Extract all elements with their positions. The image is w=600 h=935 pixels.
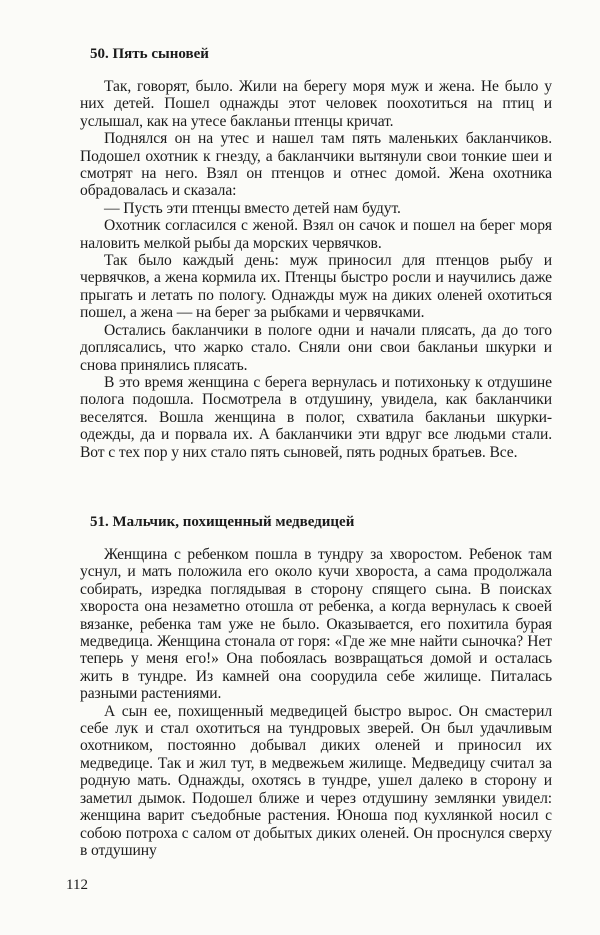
paragraph: — Пусть эти птенцы вместо детей нам будут. [104,199,401,217]
paragraph: Охотник согласился с женой. Взял он сачок и пошел на берег моря наловить мелкой рыбы да морских червячков. [80,217,552,252]
paragraph: Остались бакланчики в пологе одни и начали плясать, да до того доплясались, что жарко стало. Сняли они свои бакланьи шкурки и снова принялись плясать. [80,321,552,374]
paragraph: Женщина с ребенком пошла в тундру за хворостом. Ребенок там уснул, и мать положила его около кучи хвороста, а сама продолжала собирать, изредка поглядывая в сторону спящего сына. В поисках хвороста она незаметно отошла от ребенка, а когда вернулась к своей вязанке, ребенка там уже не было. Оказывается, его похитила бурая медведица. Женщина стонала от горя: «Где же мне найти сыночка? Нет теперь у меня его!» Она побоялась возвращаться домой и осталась жить в тундре. Из камней она соорудила себе жилище. Питалась разными растениями. [80,546,552,703]
page-number: 112 [66,877,88,893]
paragraph: Так, говорят, было. Жили на берегу моря муж и жена. Не было у них детей. Пошел однажды этот человек поохотиться на птиц и услышал, как на утесе бакланьи птенцы кричат. [80,78,552,130]
story-title: 51. Мальчик, похищенный медведицей [90,514,355,530]
paragraph: А сын ее, похищенный медведицей быстро вырос. Он смастерил себе лук и стал охотиться на тундровых зверей. Он был удачливым охотником, постоянно добывал диких оленей и приносил их медведице. Так и жил тут, в медвежьем жилище. Медведицу считал за родную мать. Однажды, охотясь в тундре, ушел далеко в сторону и заметил дымок. Подошел ближе и через отдушину землянки увидел: женщина варит съедобные растения. Юноша под кухлянкой носил с собою потроха с салом от добытых диких оленей. Он проснулся сверху в отдушину [80,702,552,859]
paragraph: В это время женщина с берега вернулась и потихоньку к отдушине полога подошла. Посмотрела в отдушину, увидела, как бакланчики веселятся. Вошла женщина в полог, схватила бакланьи шкурки-одежды, да и порвала их. А бакланчики эти вдруг все людьми стали. Вот с тех пор у них стало пять сыновей, пять родных братьев. Все. [80,373,552,461]
story-title: 50. Пять сыновей [90,46,209,62]
paragraph: Так было каждый день: муж приносил для птенцов рыбу и червячков, а жена кормила их. Птенцы быстро росли и научились даже прыгать и летать по пологу. Однажды муж на диких оленей охотиться пошел, а жена — на берег за рыбками и червячками. [80,252,552,322]
story-boy-kidnapped-by-bear [80,512,552,859]
story-five-sons [80,44,552,461]
paragraph: Поднялся он на утес и нашел там пять маленьких бакланчиков. Подошел охотник к гнезду, а бакланчики вытянули свои тонкие шеи и смотрят на него. Взял он птенцов и отнес домой. Жена охотника обрадовалась и сказала: [80,130,552,200]
